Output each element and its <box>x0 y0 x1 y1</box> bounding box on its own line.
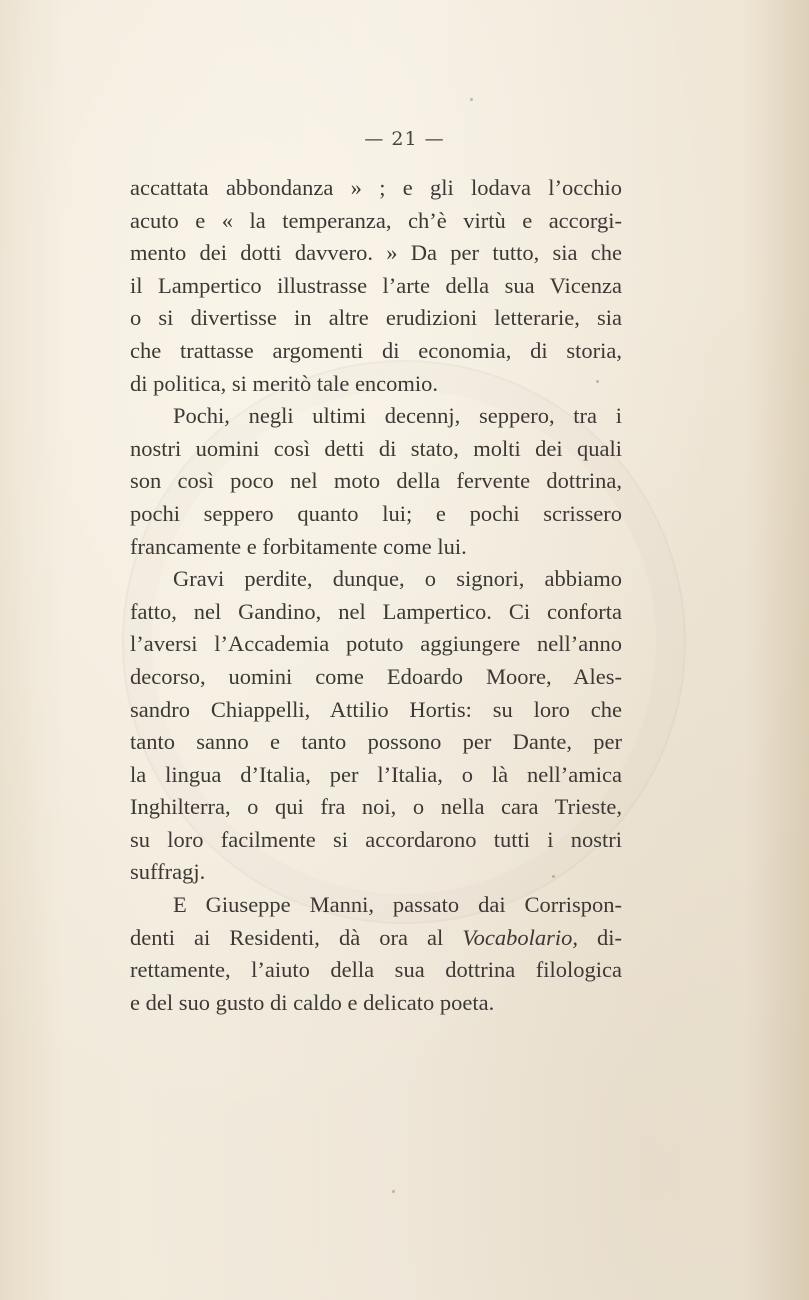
text-line-with-italic <box>130 922 622 955</box>
text-line: son così poco nel moto della fervente dottrina, <box>130 468 622 494</box>
text-line: Inghilterra, o qui fra noi, o nella cara Trieste, <box>130 794 622 820</box>
paragraph-first-line: Gravi perdite, dunque, o signori, abbiamo <box>173 566 622 592</box>
text-line: che trattasse argomenti di economia, di storia, <box>130 337 622 363</box>
text-line: decorso, uomini come Edoardo Moore, Ales- <box>130 663 622 689</box>
text-line: di politica, si meritò tale encomio. <box>130 370 439 396</box>
text-line: accattata abbondanza » ; e gli lodava l’occhio <box>130 175 622 200</box>
text-line: l’aversi l’Accademia potuto aggiungere nell’anno <box>130 631 622 657</box>
text-line: francamente e forbitamente come lui. <box>130 533 467 559</box>
text-line: nostri uomini così detti di stato, molti dei quali <box>130 435 622 461</box>
text-line: o si divertisse in altre erudizioni letterarie, sia <box>130 305 622 331</box>
text-segment: denti ai Residenti, dà ora al <box>130 924 463 950</box>
text-line: tanto sanno e tanto possono per Dante, per <box>130 729 622 755</box>
body-text <box>130 172 622 1019</box>
text-line: su loro facilmente si accordarono tutti i nostri <box>130 826 622 852</box>
text-line: suffragj. <box>130 859 206 885</box>
text-line: pochi seppero quanto lui; e pochi scrissero <box>130 500 622 526</box>
paper-speck <box>392 1190 395 1193</box>
text-line: la lingua d’Italia, per l’Italia, o là nell’amica <box>130 761 622 787</box>
paragraph-first-line: Pochi, negli ultimi decennj, seppero, tra i <box>173 403 622 429</box>
page-number: — 21 — <box>364 128 445 150</box>
text-line: mento dei dotti davvero. » Da per tutto, sia che <box>130 240 622 266</box>
text-line: sandro Chiappelli, Attilio Hortis: su loro che <box>130 696 622 722</box>
italic-title: Vocabolario, <box>462 924 578 950</box>
text-line: e del suo gusto di caldo e delicato poeta. <box>130 989 495 1015</box>
paper-speck <box>596 380 599 383</box>
text-segment: di- <box>577 924 622 950</box>
text-line: acuto e « la temperanza, ch’è virtù e accorgi- <box>130 207 622 233</box>
text-line: rettamente, l’aiuto della sua dottrina filologica <box>130 957 622 983</box>
paragraph-first-line: E Giuseppe Manni, passato dai Corrispon- <box>173 892 622 918</box>
paper-speck <box>470 98 473 101</box>
text-line: il Lampertico illustrasse l’arte della sua Vicenza <box>130 272 622 298</box>
paper-speck <box>552 875 555 878</box>
text-line: fatto, nel Gandino, nel Lampertico. Ci conforta <box>130 598 622 624</box>
